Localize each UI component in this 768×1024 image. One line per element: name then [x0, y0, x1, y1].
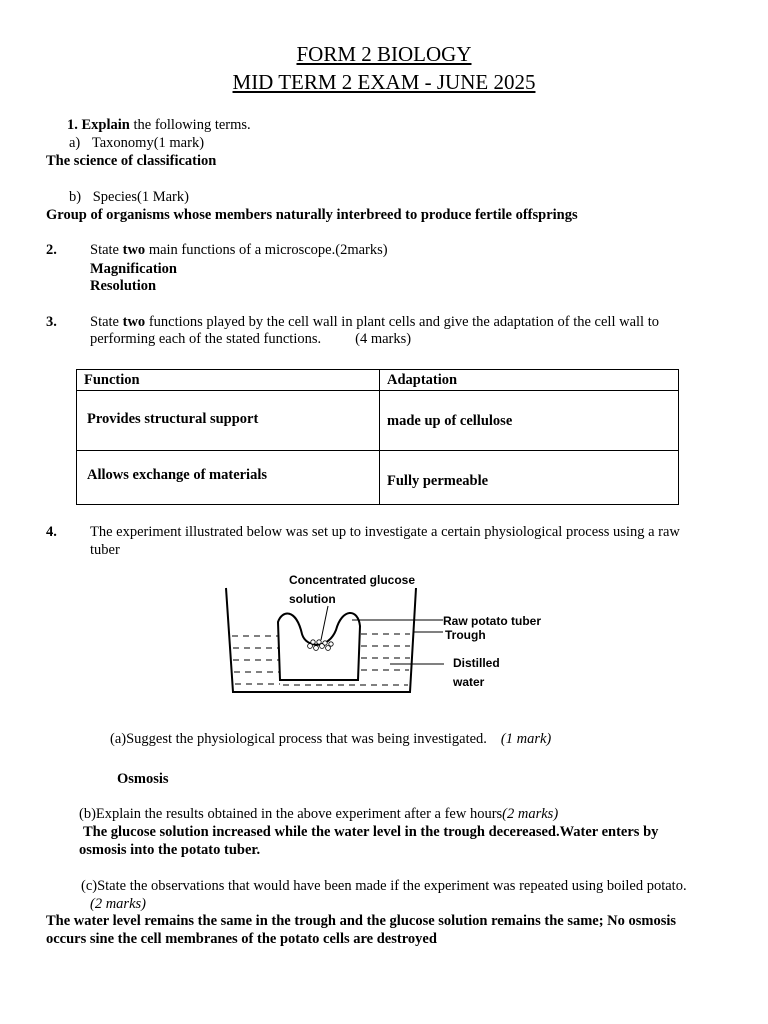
- q1-rest: the following terms.: [129, 117, 251, 133]
- q4c-prompt: (c)State the observations that would have been made if the experiment was repeated using boiled potato.: [81, 878, 687, 894]
- function-adaptation-table: [76, 369, 679, 505]
- q4c-answer-line2: occurs sine the cell membranes of the potato cells are destroyed: [46, 931, 437, 947]
- label-glucose-line2: solution: [289, 592, 336, 606]
- q4b-marks: (2 marks): [502, 806, 559, 822]
- q1b-answer: Group of organisms whose members naturally interbreed to produce fertile offsprings: [46, 207, 578, 223]
- q1a-prompt: [69, 134, 204, 152]
- q4a-question: (a)Suggest the physiological process that was being investigated.: [110, 731, 487, 747]
- q1-verb: Explain: [81, 117, 130, 133]
- q3-line2: performing each of the stated functions.: [90, 331, 322, 347]
- q4a-marks: (1 mark): [500, 731, 552, 747]
- q2-number: 2.: [46, 242, 57, 258]
- q3-post: functions played by the cell wall in plant cells and give the adaptation of the cell wall to: [145, 314, 659, 330]
- table-cell-text: Fully permeable: [387, 472, 489, 489]
- table-cell-text: Provides structural support: [87, 410, 259, 427]
- q4c-marks: (2 marks): [90, 896, 146, 912]
- q1a-text: Taxonomy: [91, 135, 154, 151]
- label-distilled-line2: water: [453, 675, 485, 689]
- q1b-label: b): [69, 189, 82, 205]
- q2-answer-2: Resolution: [90, 278, 157, 294]
- q1a-marks: (1 mark): [153, 135, 205, 151]
- q1b-text: Species(1 Mark): [92, 189, 189, 205]
- table-header-adaptation: Adaptation: [380, 370, 679, 391]
- q4-number: 4.: [46, 524, 57, 540]
- osmosis-experiment-diagram: [178, 568, 550, 718]
- q1a-label: a): [69, 135, 81, 151]
- exam-title-line2: MID TERM 2 EXAM - JUNE 2025: [232, 70, 536, 94]
- table-cell-adaptation: [380, 451, 679, 505]
- q4a-prompt: [110, 730, 551, 748]
- label-glucose-line1: Concentrated glucose: [289, 573, 416, 587]
- label-distilled-line1: Distilled: [453, 656, 500, 670]
- q2-post: main functions of a microscope.(2marks): [145, 242, 388, 258]
- q2-answer-1: Magnification: [90, 261, 177, 277]
- table-cell-text: Allows exchange of materials: [87, 466, 268, 483]
- q2-emph: two: [122, 242, 146, 258]
- q1-prompt: [67, 116, 251, 134]
- table-cell-function: [77, 391, 380, 451]
- q3-prompt: [90, 313, 659, 331]
- table-row: [77, 391, 679, 451]
- table-cell-function: [77, 451, 380, 505]
- q1-number: 1.: [67, 117, 78, 133]
- table-row: [77, 451, 679, 505]
- q3-prompt-line2: [90, 330, 411, 348]
- q3-marks: (4 marks): [355, 331, 412, 347]
- q2-prompt: [90, 241, 388, 259]
- q1a-answer: The science of classification: [46, 153, 217, 169]
- exam-title-line1: FORM 2 BIOLOGY: [296, 42, 472, 66]
- potato-tuber-shape: [278, 613, 360, 680]
- q4b-prompt: [79, 805, 558, 823]
- q4b-answer-line1: The glucose solution increased while the water level in the trough decereased.Water enters by: [83, 824, 659, 840]
- q4-prompt-line1: The experiment illustrated below was set up to investigate a certain physiological process using a raw: [90, 524, 680, 540]
- q4b-question: (b)Explain the results obtained in the above experiment after a few hours: [79, 806, 503, 822]
- q3-pre: State: [90, 314, 123, 330]
- label-trough: Trough: [445, 628, 486, 642]
- q3-emph: two: [122, 314, 146, 330]
- table-header-row: [77, 370, 679, 391]
- label-raw-potato-tuber: Raw potato tuber: [443, 614, 541, 628]
- q4b-answer-line2: osmosis into the potato tuber.: [79, 842, 261, 858]
- table-cell-adaptation: made up of cellulose: [380, 391, 679, 451]
- q4a-answer: Osmosis: [117, 771, 169, 787]
- q3-number: 3.: [46, 314, 57, 330]
- q4c-answer-line1: The water level remains the same in the trough and the glucose solution remains the same; No osmosis: [46, 913, 677, 929]
- q4-prompt-line2: tuber: [90, 542, 120, 558]
- q2-pre: State: [90, 242, 123, 258]
- table-header-function: Function: [77, 370, 380, 391]
- q1b-prompt: [69, 188, 189, 206]
